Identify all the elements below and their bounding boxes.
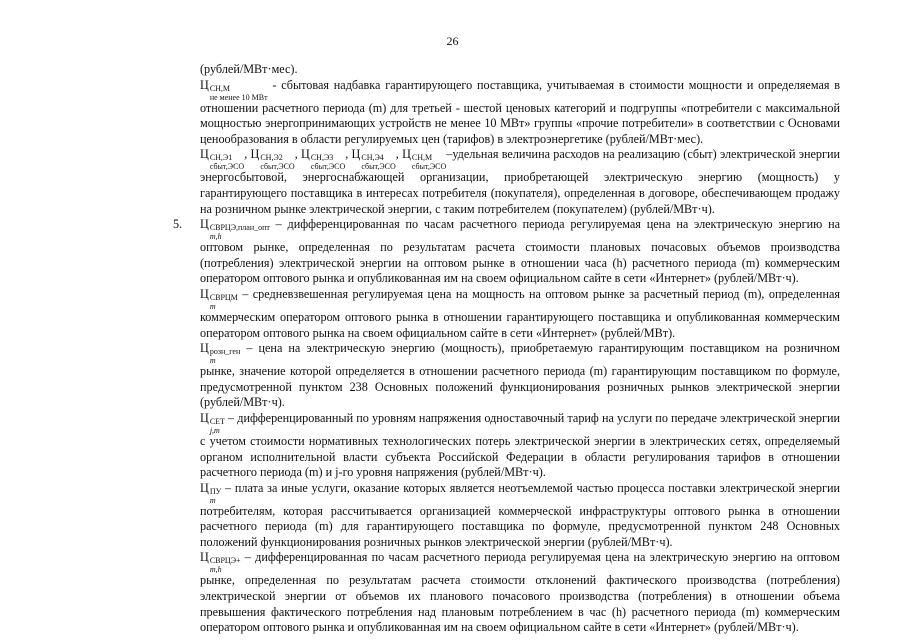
definition-sales-costs: Ц СН,Э1 сбыт,ЭСО , Ц СН,Э2 сбыт,ЭСО , Ц СН,Э3 сбыт,ЭСО , Ц СН,Э4 сбыт,ЭСО , Ц СН,М сбыт,ЭСО –удельная величина расходов на реализацию (сбыт) электрической энергии энергосбытовой, энергоснабжающей организации, приобретающей электрическую энергию (мощность) у гарантирующего поставщика в интересах потребителя (покупателя), определенная в договоре, обеспечивающем продажу на розничном рынке электрической энергии, с таким потребителем (покупателем) (рублей/МВт·ч). — [200, 147, 841, 216]
page-number: 26 — [446, 34, 459, 48]
definition-svrcm: Ц СВРЦМ m – средневзвешенная регулируемая цена на мощность на оптовом рынке за расчетный период (m), определенная коммерческим оператором оптового рынка в отношении гарантирующего поставщика и опубликованная коммерческим оператором оптового рынка на своем официальном сайте в сети «Интернет» (рублей/МВт). — [200, 286, 840, 340]
symbol-c-sn-e3: Ц СН,Э3 сбыт,ЭСО — [301, 147, 346, 172]
definition-pu: Ц ПУ m – плата за иные услуги, оказание которых является неотъемлемой частью процесса поставки электрической энергии потребителям, которая рассчитывается организацией коммерческой инфраструктуры оптового рынка в отношении расчетного периода (m) для гарантирующего поставщика по формуле, предусмотренной пунктом 248 Основных положений функционирования розничных рынков электрической энергии (рублей/МВт·ч). — [200, 480, 840, 549]
symbol-c-sn-m: Ц СН,М сбыт,ЭСО — [402, 147, 447, 172]
symbol-c-svrce-plan: Ц СВРЦЭ,план_опт m,h — [200, 217, 270, 242]
symbol-c-set: Ц СЕТ j,m — [200, 410, 225, 435]
symbol-c-sn-m-10mw: Ц СН,М не менее 10 МВт — [200, 77, 268, 102]
definition-rozn-gen: Ц розн_ген m – цена на электрическую энергию (мощность), приобретаемую гарантирующим поставщиком на розничном рынке, значение которой определяется в отношении расчетного периода (m) гарантирующим поставщиком по формуле, предусмотренной пунктом 238 Основных положений функционирования розничных рынков электрической энергии (рублей/МВт·ч). — [200, 341, 840, 410]
document-body — [173, 62, 841, 636]
units-line: (рублей/МВт·мес). — [200, 62, 298, 76]
definition-sales-markup: Ц СН,М не менее 10 МВт - сбытовая надбавка гарантирующего поставщика, учитываемая в стоимости мощности и определяемая в отношении расчетного периода (m) для третьей - шестой ценовых категорий и подгруппы «потребители с максимальной мощностью энергопринимающих устройств не менее 10 МВт» группы «прочие потребители» в соответствии с Основами ценообразования в области регулируемых цен (тарифов) в электроэнергетике (рублей/МВт·мес). — [200, 77, 840, 146]
definition-svrce-plus: Ц СВРЦЭ+ m,h – дифференцированная по часам расчетного периода регулируемая цена на электрическую энергию на оптовом рынке, определенная по результатам расчета стоимости отклонений фактического производства (потребления) электрической энергии от объемов их планового почасового производства (потребления) в отношении объема превышения фактического потребления над плановым потреблением в час (h) расчетного периода (m) коммерческим оператором оптового рынка и опубликованная им на своем официальном сайте в сети «Интернет» (рублей/МВт·ч). — [200, 550, 840, 635]
symbol-c-rozn-gen: Ц розн_ген m — [200, 341, 241, 366]
symbol-c-pu: Ц ПУ m — [200, 480, 222, 505]
definition-set: Ц СЕТ j,m – дифференцированный по уровням напряжения одноставочный тариф на услуги по передаче электрической энергии с учетом стоимости нормативных технологических потерь электрической энергии в электрических сетях, определяемый органом исполнительной власти субъекта Российской Федерации в области регулирования тарифов в отношении расчетного периода (m) и j-го уровня напряжения (рублей/МВт·ч). — [200, 410, 840, 480]
symbol-c-svrce-plus: Ц СВРЦЭ+ m,h — [200, 550, 241, 575]
symbol-c-sn-e4: Ц СН,Э4 сбыт,ЭСО — [351, 147, 396, 172]
symbol-c-sn-e1: Ц СН,Э1 сбыт,ЭСО — [200, 147, 245, 172]
symbol-c-svrcm: Ц СВРЦМ m — [200, 286, 238, 311]
item-number: 5. — [173, 217, 183, 232]
definition-item-5: 5. Ц СВРЦЭ,план_опт m,h – дифференцированная по часам расчетного периода регулируемая цена на электрическую энергию на оптовом рынке, определенная по результатам расчета стоимости плановых почасовых объемов производства (потребления) электрической энергии на оптовом рынке в отношении часа (h) расчетного периода (m) коммерческим оператором оптового рынка и опубликованная им на своем официальном сайте в сети «Интернет» (рублей/МВт·ч). — [173, 217, 840, 286]
symbol-c-sn-e2: Ц СН,Э2 сбыт,ЭСО — [250, 147, 295, 172]
